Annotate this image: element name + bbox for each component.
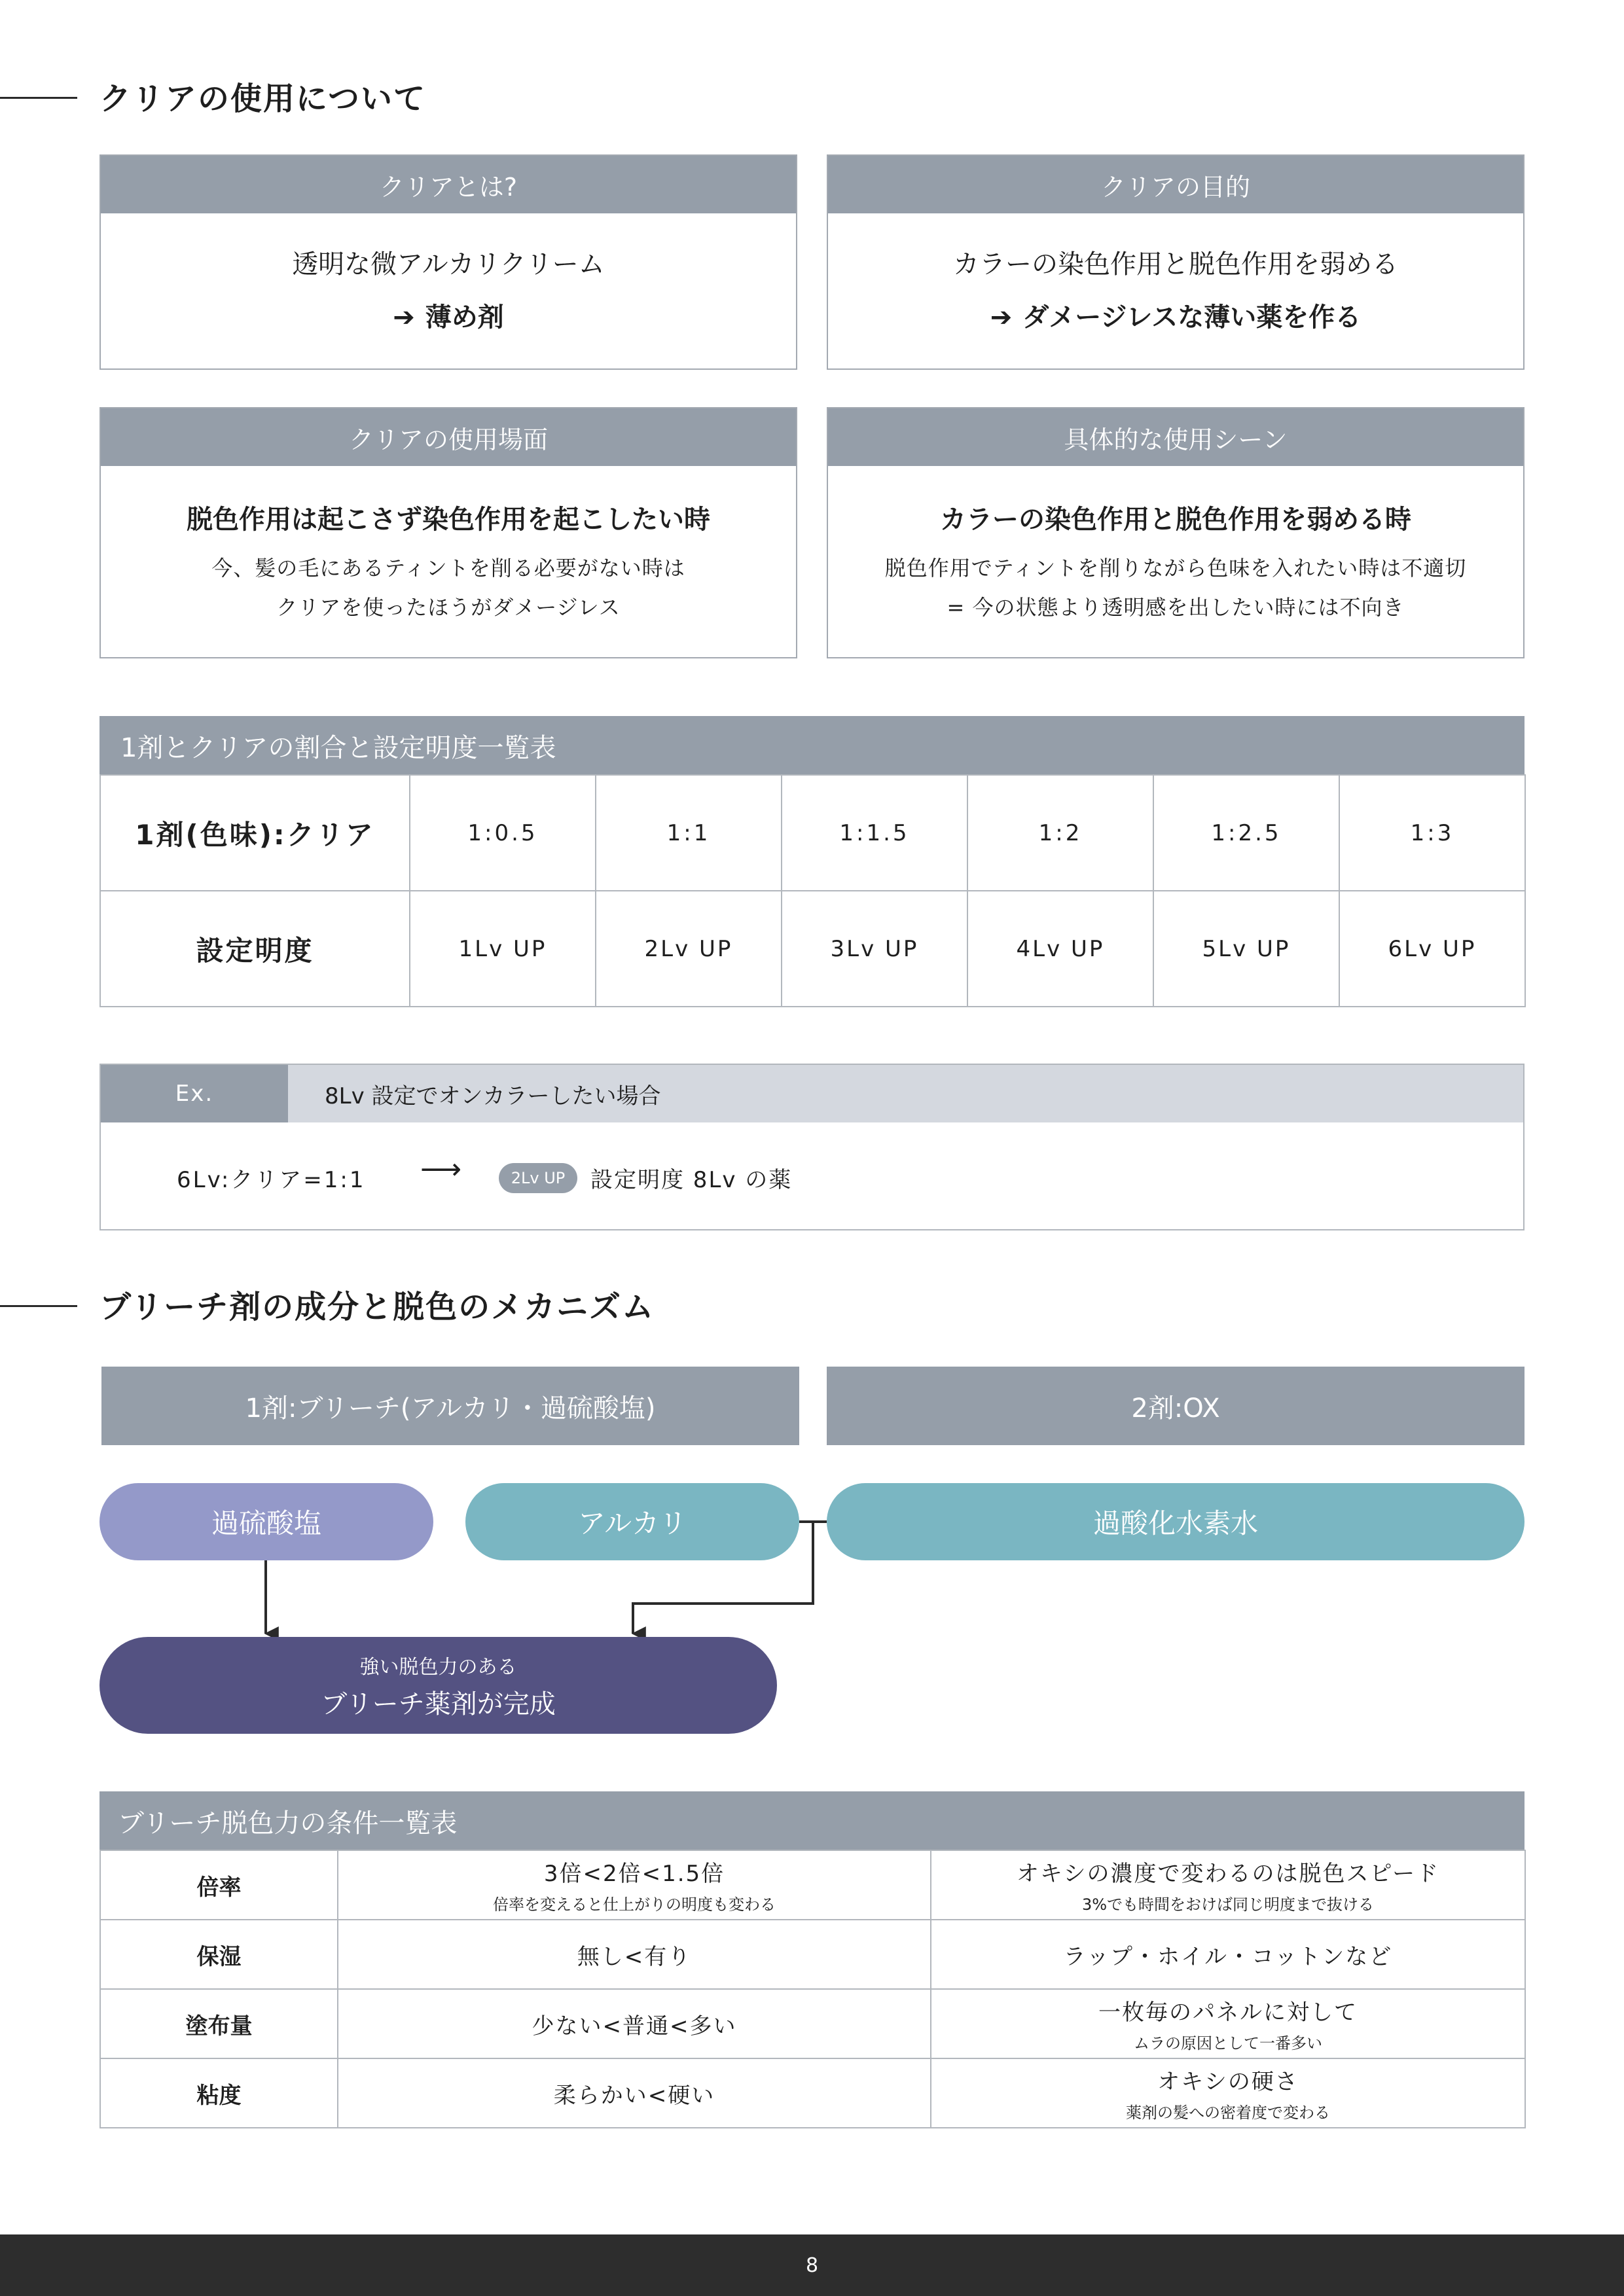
level-cell: 1Lv UP [410,891,596,1007]
condition-label: 保湿 [100,1920,338,1989]
condition-right-sub: ムラの原因として一番多い [1134,2034,1322,2053]
condition-right-sub: 薬剤の髪への密着度で変わる [1126,2104,1330,2122]
card-line: クリアを使ったほうがダメージレス [276,595,621,620]
card-line: = 今の状態より透明感を出したい時には不向き [947,595,1405,620]
condition-right: オキシの硬さ [1157,2069,1299,2095]
level-cell: 2Lv UP [596,891,782,1007]
condition-label: 倍率 [100,1850,338,1920]
ratio-cell: 1:2.5 [1153,775,1339,891]
condition-mid: 少ない<普通<多い [532,2013,737,2039]
conditions-table-title: ブリーチ脱色力の条件一覧表 [99,1791,1525,1850]
agent1-label: 1剤:ブリーチ(アルカリ・過硫酸塩) [101,1367,799,1445]
card-line: ダメージレスな薄い薬を作る [1022,302,1362,332]
page-footer [0,2234,1624,2296]
condition-mid: 柔らかい<硬い [553,2082,715,2109]
hydrogen-peroxide-pill: 過酸化水素水 [827,1483,1525,1560]
level-cell: 4Lv UP [967,891,1153,1007]
card-line: 脱色作用は起こさず染色作用を起こしたい時 [187,505,710,535]
table-row [100,1989,1525,2058]
arrow-right-icon: ➔ [990,302,1013,332]
condition-right-sub: 3%でも時間をおけば同じ明度まで抜ける [1081,1895,1375,1914]
level-cell: 5Lv UP [1153,891,1339,1007]
agent2-label: 2剤:OX [827,1367,1525,1445]
table-row [100,1850,1525,1920]
card-line: 薄め剤 [425,302,504,332]
card-line: カラーの染色作用と脱色作用を弱める時 [940,505,1411,535]
card-title: クリアの目的 [828,156,1523,213]
condition-mid: 3倍<2倍<1.5倍 [543,1861,725,1887]
ratio-table-title: 1剤とクリアの割合と設定明度一覧表 [99,716,1525,775]
example-tag: Ex. [101,1065,288,1122]
page-number: 8 [805,2253,819,2277]
ratio-cell: 1:2 [967,775,1153,891]
ratio-cell: 1:0.5 [410,775,596,891]
level-cell: 3Lv UP [782,891,967,1007]
table-row [100,1920,1525,1989]
example-formula: 6Lv:クリア=1:1 [177,1167,366,1193]
example-heading: 8Lv 設定でオンカラーしたい場合 [288,1065,1523,1122]
section-title: クリアの使用について [99,81,427,117]
row-label: 1剤(色味):クリア [100,775,410,891]
card-line: カラーの染色作用と脱色作用を弱める [953,249,1398,279]
card-line: 透明な微アルカリクリーム [292,249,605,279]
card-line: 今、髪の毛にあるティントを削る必要がない時は [211,556,685,581]
card-title: 具体的な使用シーン [828,408,1523,466]
condition-right: 一枚毎のパネルに対して [1098,2000,1358,2026]
persulfate-pill: 過硫酸塩 [99,1483,433,1560]
example-result: 設定明度 8Lv の薬 [590,1167,793,1193]
conditions-table [99,1850,1526,2128]
table-row [100,2058,1525,2128]
bleach-result-pill [99,1637,777,1734]
level-up-badge: 2Lv UP [499,1163,577,1193]
result-small-text: 強い脱色力のある [359,1655,517,1679]
card-line: 脱色作用でティントを削りながら色味を入れたい時は不適切 [884,556,1467,581]
condition-right: オキシの濃度で変わるのは脱色スピード [1016,1861,1440,1887]
alkali-pill: アルカリ [465,1483,799,1560]
ratio-cell: 1:1 [596,775,782,891]
ratio-cell: 1:3 [1339,775,1525,891]
level-cell: 6Lv UP [1339,891,1525,1007]
card-title: クリアとは? [101,156,796,213]
arrow-right-icon: ⟶ [420,1153,462,1186]
condition-right: ラップ・ホイル・コットンなど [1063,1943,1393,1970]
ratio-cell: 1:1.5 [782,775,967,891]
section-title: ブリーチ剤の成分と脱色のメカニズム [99,1289,655,1325]
flow-arrow [633,1522,813,1634]
condition-label: 粘度 [100,2058,338,2128]
condition-mid: 無し<有り [577,1943,692,1970]
card-title: クリアの使用場面 [101,408,796,466]
result-big-text: ブリーチ薬剤が完成 [321,1689,556,1719]
arrow-right-icon: ➔ [393,302,415,332]
row-label: 設定明度 [100,891,410,1007]
condition-mid-sub: 倍率を変えると仕上がりの明度も変わる [493,1895,776,1914]
condition-label: 塗布量 [100,1989,338,2058]
